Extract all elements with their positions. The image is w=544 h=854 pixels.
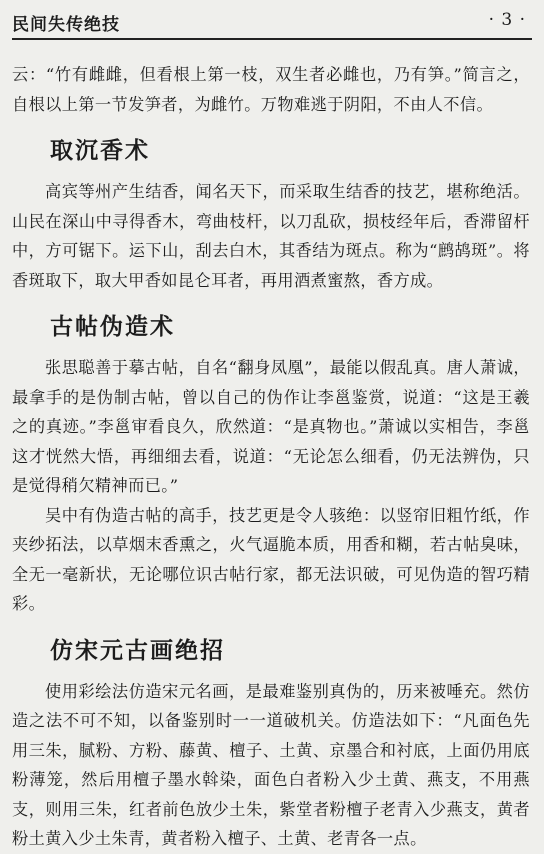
section-title-gutie: 古帖伪造术 bbox=[50, 314, 175, 340]
section-paragraph: 吴中有伪造古帖的高手，技艺更是令人骇绝：以竖帘旧粗竹纸，作夹纱拓法，以草烟末香熏之，火气逼脆本质，用香和糊，若古帖臭味，全无一毫新状，无论哪位识古帖行家，都无法识破，可见伪造的智巧精彩。 bbox=[12, 505, 530, 613]
intro-paragraph: 云：“竹有雌雌，但看根上第一枝，双生者必雌也，乃有笋。”简言之，自根以上第一节发笋者，为雌竹。万物难逃于阴阳，不由人不信。 bbox=[12, 65, 530, 114]
section-title-fangsong: 仿宋元古画绝招 bbox=[50, 637, 225, 664]
section-title-chenxiang: 取沉香术 bbox=[50, 138, 150, 164]
page-number: · 3 · bbox=[488, 10, 526, 30]
running-header bbox=[12, 4, 532, 40]
book-title: 民间失传绝技 bbox=[12, 15, 120, 35]
section-paragraph: 使用彩绘法仿造宋元名画，是最难鉴别真伪的，历来被唾充。然仿造之法不可不知，以备鉴别时一一道破机关。仿造法如下：“凡面色先用三朱，腻粉、方粉、藤黄、檀子、土黄、京墨合和衬底，上面仍用底粉薄笼，然后用檀子墨水斡染，面色白者粉入少土黄、燕支，不用燕支，则用三朱，红者前色放少土朱，紫堂者粉檀子老青入少燕支，黄者粉土黄入少土朱青，黄者粉入檀子、土黄、老青各一点。 bbox=[12, 681, 530, 848]
section-paragraph: 高宾等州产生结香，闻名天下，而采取生结香的技艺，堪称绝活。山民在深山中寻得香木，弯曲枝杆，以刀乱砍，损枝经年后，香滞留杆中，方可锯下。运下山，刮去白木，其香结为斑点。称为“鹧鸪斑”。将香斑取下，取大甲香如昆仑耳者，再用酒煮蜜熬，香方成。 bbox=[12, 182, 530, 290]
page-body bbox=[12, 60, 530, 854]
section-paragraph: 张思聪善于摹古帖，自名“翻身凤凰”，最能以假乱真。唐人萧诚，最拿手的是伪制古帖，曾以自己的伪作让李邕鉴赏，说道：“这是王羲之的真迹。”李邕审看良久，欣然道：“是真物也。”萧诚以实相告，李邕这才恍然大悟，再细细去看，说道：“无论怎么细看，仍无法辨伪，只是觉得稍欠精神而已。” bbox=[12, 358, 530, 495]
